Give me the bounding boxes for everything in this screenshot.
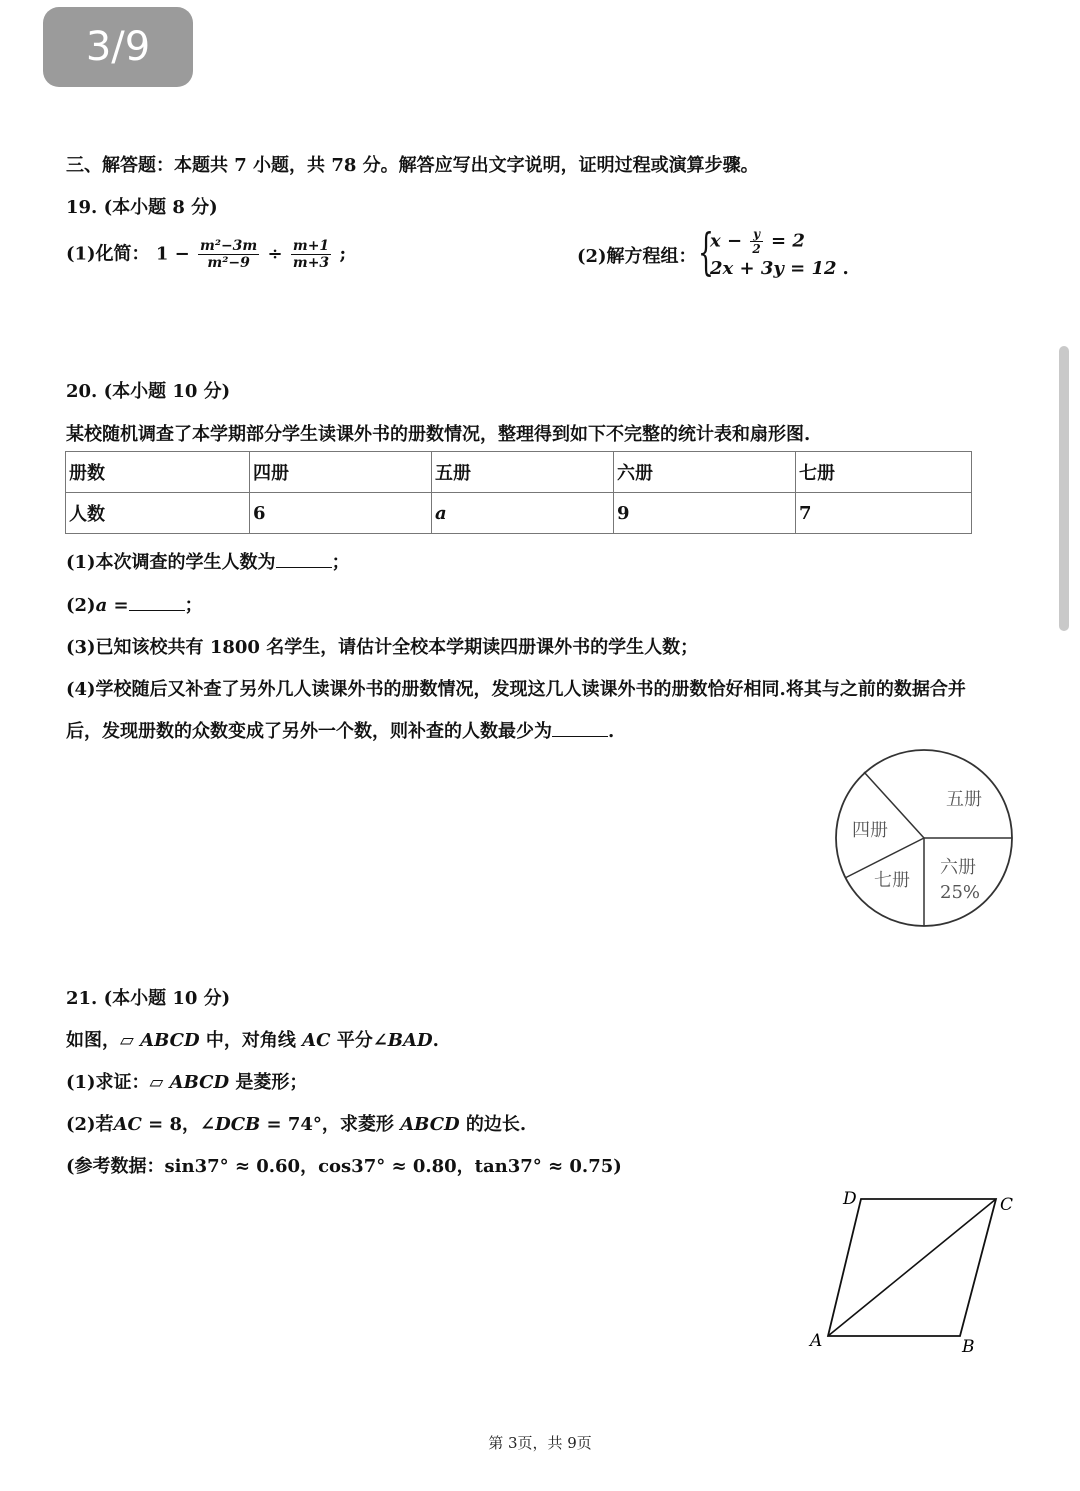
answer-blank: [552, 722, 608, 737]
division-sign: ÷: [267, 243, 283, 265]
stats-table: [65, 451, 972, 534]
rhombus-figure: [800, 1182, 1030, 1362]
page-footer: 第 3页，共 9页: [488, 1434, 592, 1452]
vertex-label-d: D: [843, 1189, 857, 1209]
q19-part1-label: (1)化简：: [66, 243, 150, 265]
table-cell: 四册: [250, 452, 432, 493]
q19-part2-label: (2)解方程组：: [577, 246, 697, 267]
table-row: [66, 493, 972, 534]
table-cell: 人数: [66, 493, 250, 534]
scrollbar-thumb[interactable]: [1059, 346, 1069, 631]
answer-blank: [276, 553, 332, 568]
q20-part4-line2: 后，发现册数的众数变成了另外一个数，则补查的人数最少为 .: [66, 721, 615, 742]
q21-part2: (2)若AC = 8，∠DCB = 74°，求菱形 ABCD 的边长.: [66, 1114, 527, 1135]
table-cell: 六册: [614, 452, 796, 493]
q20-title: 20. (本小题 10 分): [66, 381, 231, 402]
diagonal-ac: [828, 1199, 996, 1336]
table-cell: 七册: [796, 452, 972, 493]
q21-reference-data: (参考数据：sin37° ≈ 0.60，cos37° ≈ 0.80，tan37° ≈ 0.75): [66, 1156, 622, 1177]
pie-label-five: 五册: [946, 789, 982, 810]
q20-intro: 某校随机调查了本学期部分学生读课外书的册数情况，整理得到如下不完整的统计表和扇形图.: [66, 424, 811, 445]
pie-label-six-percent: 25%: [940, 882, 981, 903]
table-cell: 册数: [66, 452, 250, 493]
q20-part1: (1)本次调查的学生人数为 ；: [66, 552, 350, 573]
q20-part4-line1: (4)学校随后又补查了另外几人读课外书的册数情况，发现这几人读课外书的册数恰好相同.将其与之前的数据合并: [66, 679, 966, 700]
table-cell: 9: [614, 493, 796, 534]
q20-part2: (2)a = ；: [66, 595, 203, 616]
fraction: $\frac{y}{2}$: [752, 227, 761, 256]
table-cell: 五册: [432, 452, 614, 493]
vertex-label-a: A: [810, 1331, 823, 1351]
q19-part1-lead: 1 −: [155, 243, 190, 265]
section-header: 三、解答题：本题共 7 小题，共 78 分。解答应写出文字说明，证明过程或演算步骤。: [66, 155, 759, 176]
vertex-label-c: C: [1000, 1195, 1014, 1215]
q21-intro: 如图，▱ ABCD 中，对角线 AC 平分∠BAD.: [66, 1030, 439, 1051]
fraction: [198, 238, 259, 271]
answer-blank: [129, 596, 185, 611]
fraction-numerator: m+1: [292, 238, 330, 254]
fraction: [291, 238, 331, 271]
equation-1: x − $\frac{y}{2}$ = 2: [710, 227, 805, 256]
q19-title: 19. (本小题 8 分): [66, 197, 218, 218]
pie-chart: [826, 745, 1026, 940]
q21-title: 21. (本小题 10 分): [66, 988, 231, 1009]
pie-label-four: 四册: [852, 820, 888, 841]
table-cell: a: [432, 493, 614, 534]
q20-part3: (3)已知该校共有 1800 名学生，请估计全校本学期读四册课外书的学生人数；: [66, 637, 699, 658]
table-cell: 6: [250, 493, 432, 534]
fraction-numerator: m²−3m: [200, 238, 258, 254]
vertex-label-b: B: [962, 1337, 975, 1357]
table-row: [66, 452, 972, 493]
pie-label-six: 六册: [940, 857, 976, 878]
equation-2: 2x + 3y = 12 .: [710, 258, 849, 279]
left-brace: {: [698, 223, 714, 281]
page-indicator-badge: 3/9: [43, 7, 193, 87]
table-cell: 7: [796, 493, 972, 534]
q19-part1: [66, 238, 346, 271]
fraction-denominator: m+3: [292, 255, 330, 271]
q21-part1: (1)求证：▱ ABCD 是菱形；: [66, 1072, 308, 1093]
fraction-denominator: m²−9: [207, 255, 250, 271]
q19-part1-end: ;: [339, 243, 347, 265]
pie-label-seven: 七册: [874, 870, 910, 891]
